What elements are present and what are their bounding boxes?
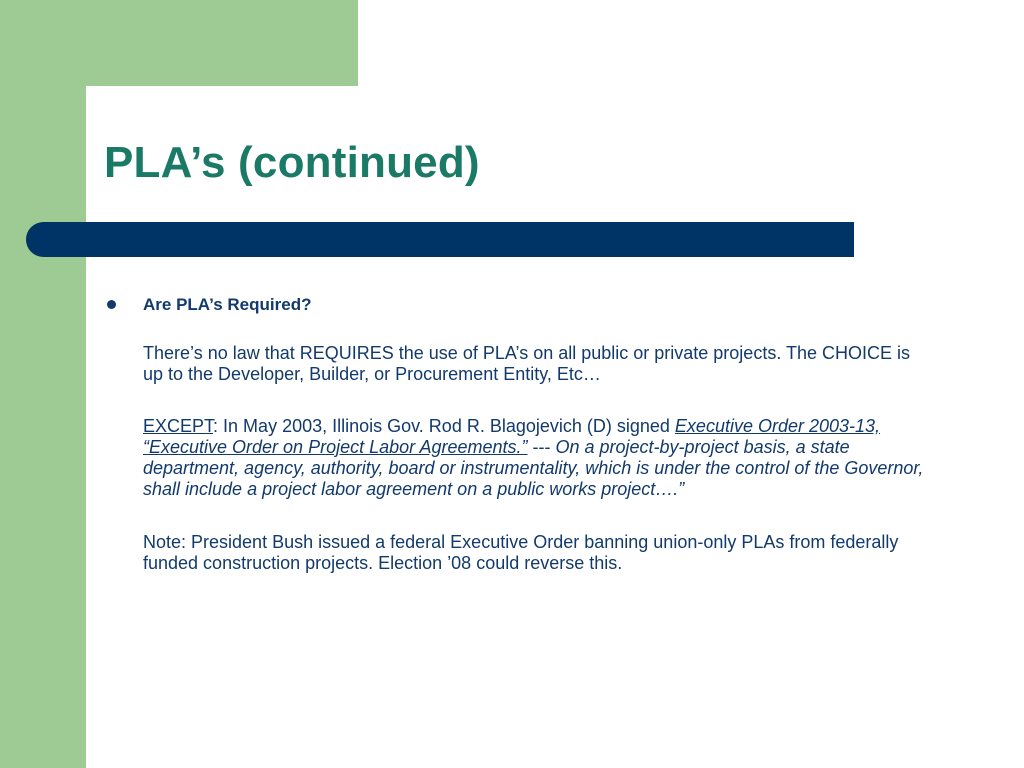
except-colon: : bbox=[213, 416, 224, 436]
decorative-green-side-band bbox=[0, 0, 86, 768]
executive-order-quote: On a project-by-project basis, a state department, agency, authority, board or instrumentality, which is under the control of the Governor, shall include a project labor agreement on a public works project….” bbox=[143, 437, 924, 499]
executive-order-title: Executive Order 2003-13, “Executive Order on Project Labor Agreements.” bbox=[143, 416, 881, 457]
slide-title: PLA’s (continued) bbox=[104, 138, 480, 187]
bullet-item bbox=[104, 293, 934, 319]
paragraph-note: Note: President Bush issued a federal Executive Order banning union-only PLAs from federally funded construction projects. Election ’08 could reverse this. bbox=[143, 532, 899, 573]
bullet-dot-icon bbox=[107, 300, 116, 309]
paragraph-except bbox=[143, 416, 934, 500]
paragraph-no-law: There’s no law that REQUIRES the use of PLA’s on all public or private projects. The CHOICE is up to the Developer, Builder, or Procurement Entity, Etc… bbox=[143, 343, 911, 384]
slide-body bbox=[104, 293, 934, 574]
bullet-heading: Are PLA’s Required? bbox=[143, 295, 312, 314]
decorative-green-top-band bbox=[0, 0, 358, 86]
except-dashes: --- bbox=[527, 437, 556, 457]
except-text: In May 2003, Illinois Gov. Rod R. Blagojevich (D) signed bbox=[223, 416, 675, 436]
except-label: EXCEPT bbox=[143, 416, 214, 436]
title-underline-bar bbox=[26, 222, 854, 257]
